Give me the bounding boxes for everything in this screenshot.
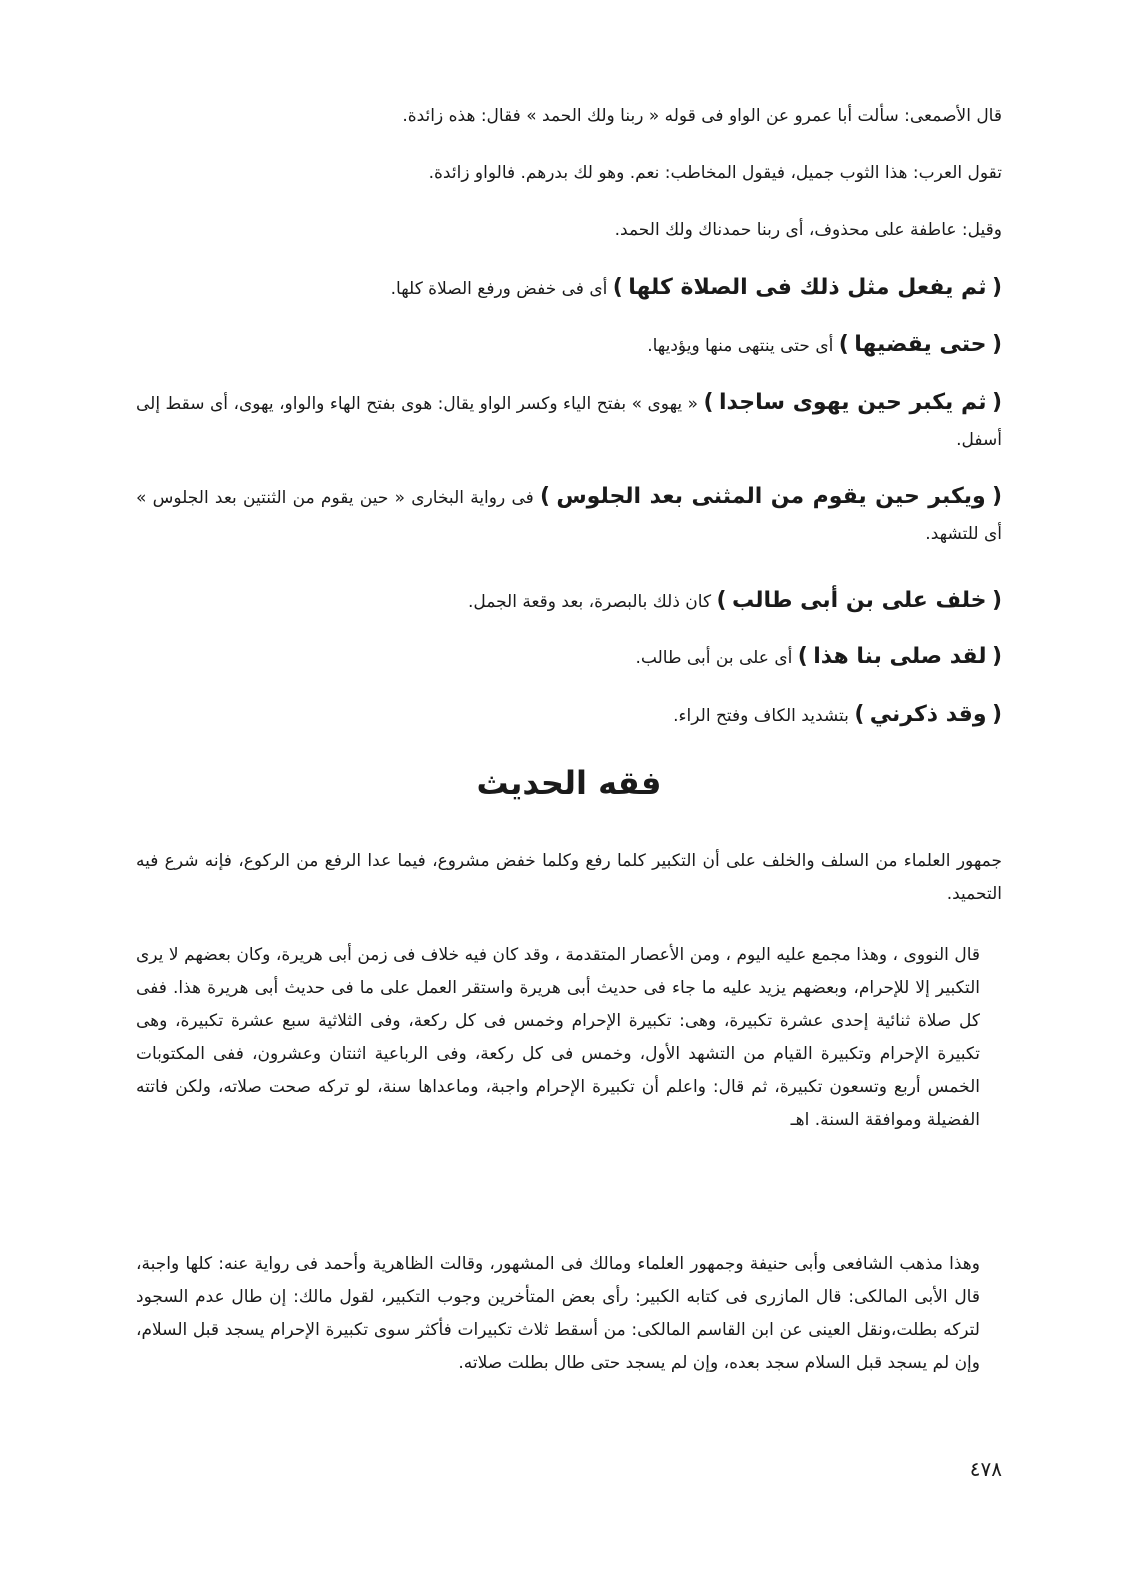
entry-text: أى فى خفض ورفع الصلاة كلها. [390,279,608,299]
close-paren: ) [703,390,714,415]
close-paren: ) [838,332,849,357]
open-paren: ( [991,275,1002,300]
close-paren: ) [540,484,551,509]
open-paren: ( [991,588,1002,613]
intro-line: قال الأصمعى: سألت أبا عمرو عن الواو فى قوله « ربنا ولك الحمد » فقال: هذه زائدة. [402,106,1002,126]
section-title: فقه الحديث [476,764,662,802]
entry-heading: وقد ذكرني [869,702,987,727]
body-paragraph: قال النووى ، وهذا مجمع عليه اليوم ، ومن الأعصار المتقدمة ، وقد كان فيه خلاف فى زمن أبى هريرة، وكان بعضهم لا يرى التكبير إلا للإحرام، وبعضهم يزيد عليه ما جاء فى حديث أبى هريرة واستقر العمل على ما فى حديث أبى هريرة هذا. ففى كل صلاة ثنائية إحدى عشرة تكبيرة، وهى: تكبيرة الإحرام وخمس فى كل ركعة، وفى الثلاثية سبع عشرة تكبيرة، وهى تكبيرة الإحرام وتكبيرة القيام من التشهد الأول، وخمس فى كل ركعة، وفى الرباعية اثنتان وعشرون، ففى المكتوبات الخمس أربع وتسعون تكبيرة، ثم قال: واعلم أن تكبيرة الإحرام واجبة، وماعداها سنة، لو تركه صحت صلاته، ولكن فاتته الفضيلة وموافقة السنة. اهـ [136,945,980,1130]
open-paren: ( [991,644,1002,669]
page-number: ٤٧٨ [969,1457,1002,1481]
entry-text: كان ذلك بالبصرة، بعد وقعة الجمل. [467,592,712,612]
entry-heading: ويكبر حين يقوم من المثنى بعد الجلوس [556,484,986,509]
commentary-entry [136,479,1002,583]
open-paren: ( [991,484,1003,509]
entry-text: بتشديد الكاف وفتح الراء. [673,706,849,726]
commentary-entry [136,327,1002,385]
entry-text: أى حتى ينتهى منها ويؤديها. [647,336,834,356]
open-paren: ( [991,332,1002,357]
open-paren: ( [991,702,1002,727]
entry-heading: خلف على بن أبى طالب [731,588,987,613]
open-paren: ( [991,390,1003,415]
commentary-entry [136,639,1002,697]
commentary-entry [136,697,1002,763]
close-paren: ) [854,702,865,727]
entry-heading: حتى يقضيها [854,332,987,357]
entry-heading: ثم يكبر حين يهوى ساجدا [719,390,987,415]
page-content [136,104,1002,1438]
body-paragraph: جمهور العلماء من السلف والخلف على أن التكبير كلما رفع وكلما خفض مشروع، فيما عدا الرفع من الركوع، فإنه شرع فيه التحميد. [136,851,1002,904]
close-paren: ) [612,275,623,300]
commentary-entry [136,385,1002,479]
intro-line: تقول العرب: هذا الثوب جميل، فيقول المخاطب: نعم. وهو لك بدرهم. فالواو زائدة. [428,163,1002,183]
entry-text: فى رواية البخارى « حين يقوم من الثنتين بعد الجلوس » أى للتشهد. [136,488,1002,544]
entry-heading: لقد صلى بنا هذا [813,644,987,669]
entry-heading: ثم يفعل مثل ذلك فى الصلاة كلها [628,275,987,300]
body-paragraph: وهذا مذهب الشافعى وأبى حنيفة وجمهور العلماء ومالك فى المشهور، وقالت الظاهرية وأحمد فى رواية عنه: كلها واجبة، قال الأبى المالكى: قال المازرى فى كتابه الكبير: رأى بعض المتأخرين وجوب التكبير، لقول مالك: إن طال عدم السجود لتركه بطلت،ونقل العينى عن ابن القاسم المالكى: من أسقط ثلاث تكبيرات فأكثر سوى تكبيرة الإحرام يسجد قبل السلام، وإن لم يسجد قبل السلام سجد بعده، وإن لم يسجد حتى طال بطلت صلاته. [136,1254,980,1373]
close-paren: ) [716,588,727,613]
commentary-entry [136,270,1002,327]
entry-text: أى على بن أبى طالب. [635,648,793,668]
close-paren: ) [797,644,808,669]
entry-text: « يهوى » بفتح الياء وكسر الواو يقال: هوى بفتح الهاء والواو، يهوى، أى سقط إلى أسفل. [136,394,1002,450]
intro-line: وقيل: عاطفة على محذوف، أى ربنا حمدناك ولك الحمد. [614,220,1002,240]
commentary-entry [136,583,1002,639]
